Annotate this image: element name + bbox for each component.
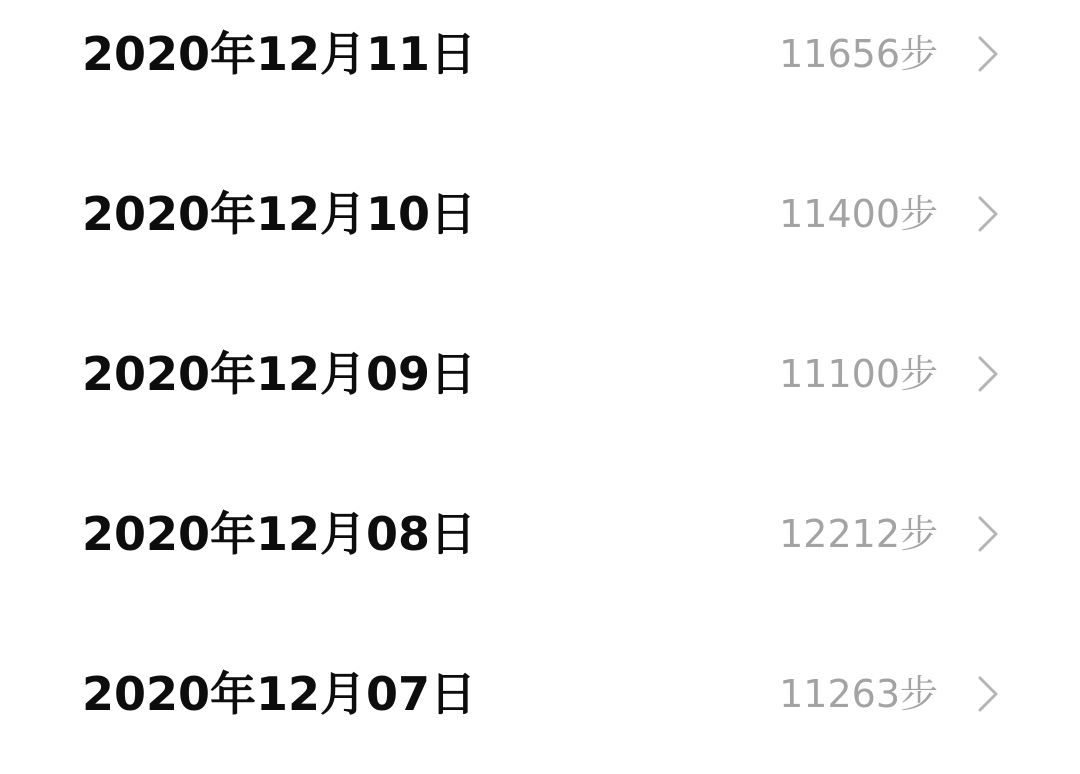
record-date: 2020年12月09日	[82, 347, 477, 401]
list-item[interactable]	[0, 454, 1080, 614]
record-steps: 11263步	[779, 672, 938, 716]
record-steps: 11656步	[779, 32, 938, 76]
list-item[interactable]	[0, 294, 1080, 454]
record-date: 2020年12月11日	[82, 27, 477, 81]
chevron-right-icon[interactable]	[972, 34, 1002, 74]
chevron-right-icon[interactable]	[972, 674, 1002, 714]
chevron-right-icon[interactable]	[972, 354, 1002, 394]
chevron-right-icon[interactable]	[972, 514, 1002, 554]
record-steps: 12212步	[779, 512, 938, 556]
record-steps: 11400步	[779, 192, 938, 236]
list-item[interactable]	[0, 134, 1080, 294]
record-date: 2020年12月10日	[82, 187, 477, 241]
record-date: 2020年12月07日	[82, 667, 477, 721]
list-item[interactable]	[0, 0, 1080, 134]
record-date: 2020年12月08日	[82, 507, 477, 561]
record-steps: 11100步	[779, 352, 938, 396]
list-item[interactable]	[0, 614, 1080, 774]
chevron-right-icon[interactable]	[972, 194, 1002, 234]
